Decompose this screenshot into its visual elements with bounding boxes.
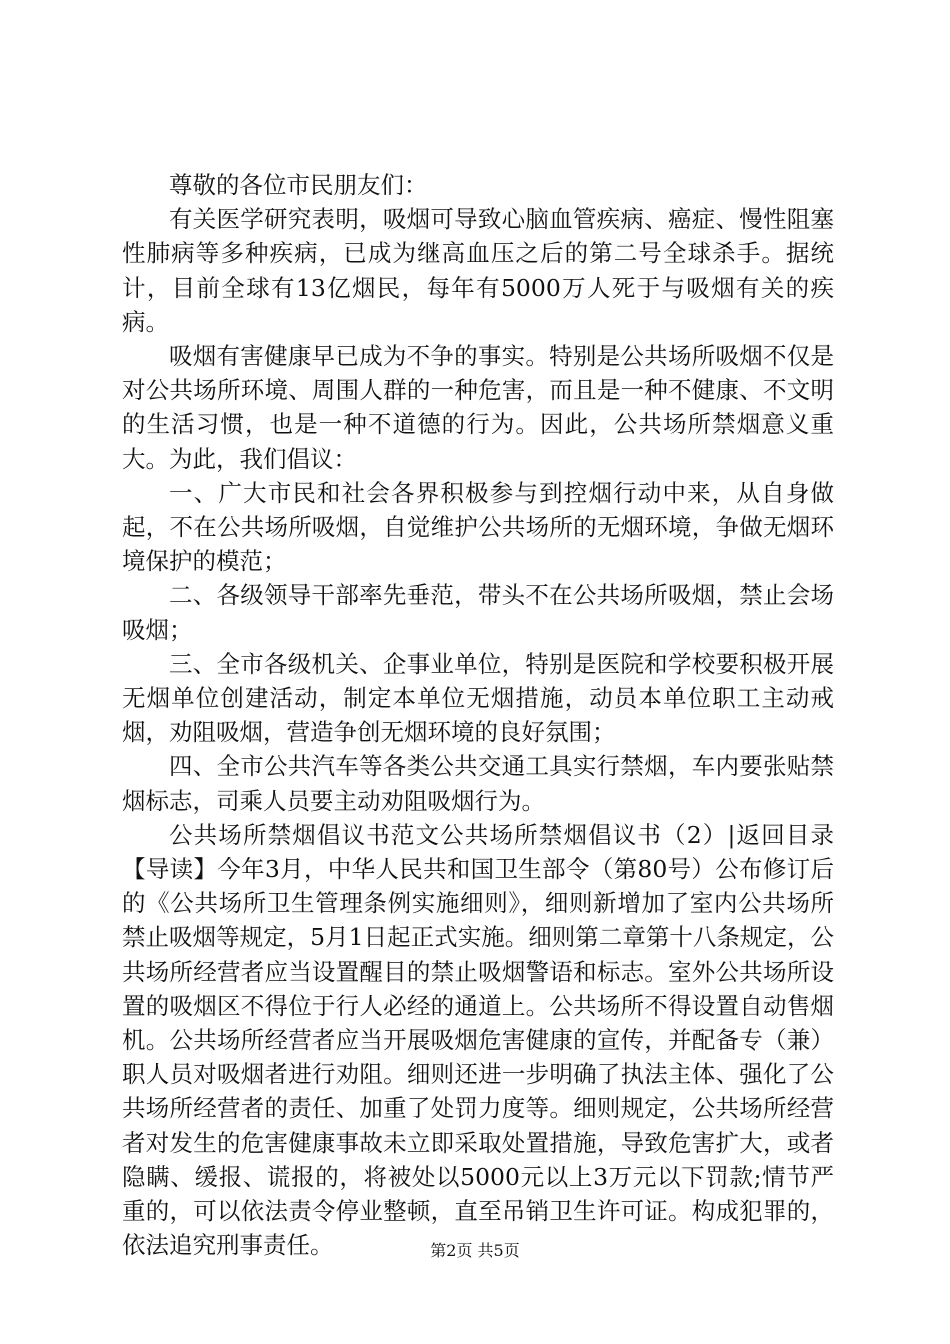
proposal-item-4: 四、全市公共汽车等各类公共交通工具实行禁烟，车内要张贴禁烟标志，司乘人员要主动劝阻吸烟行为。 bbox=[122, 752, 834, 815]
proposal-item-3: 三、全市各级机关、企事业单位，特别是医院和学校要积极开展无烟单位创建活动，制定本单位无烟措施，动员本单位职工主动戒烟，劝阻吸烟，营造争创无烟环境的良好氛围； bbox=[122, 649, 834, 747]
paragraph: 公共场所禁烟倡议书范文公共场所禁烟倡议书（2）|返回目录【导读】今年3月，中华人民共和国卫生部令（第80号）公布修订后的《公共场所卫生管理条例实施细则》，细则新增加了室内公共场所禁止吸烟等规定，5月1日起正式实施。细则第二章第十八条规定，公共场所经营者应当设置醒目的禁止吸烟警语和标志。室外公共场所设置的吸烟区不得位于行人必经的通道上。公共场所不得设置自动售烟机。公共场所经营者应当开展吸烟危害健康的宣传，并配备专（兼）职人员对吸烟者进行劝阻。细则还进一步明确了执法主体、强化了公共场所经营者的责任、加重了处罚力度等。细则规定，公共场所经营者对发生的危害健康事故未立即采取处置措施，导致危害扩大，或者隐瞒、缓报、谎报的，将被处以5000元以上3万元以下罚款;情节严重的，可以依法责令停业整顿，直至吊销卫生许可证。构成犯罪的，依法追究刑事责任。 bbox=[122, 820, 834, 1260]
paragraph: 有关医学研究表明，吸烟可导致心脑血管疾病、癌症、慢性阻塞性肺病等多种疾病，已成为继高血压之后的第二号全球杀手。据统计，目前全球有13亿烟民，每年有5000万人死于与吸烟有关的疾病。 bbox=[122, 205, 834, 336]
proposal-item-2: 二、各级领导干部率先垂范，带头不在公共场所吸烟，禁止会场吸烟； bbox=[122, 581, 834, 644]
salutation: 尊敬的各位市民朋友们： bbox=[169, 171, 428, 199]
paragraph: 吸烟有害健康早已成为不争的事实。特别是公共场所吸烟不仅是对公共场所环境、周围人群的一种危害，而且是一种不健康、不文明的生活习惯，也是一种不道德的行为。因此，公共场所禁烟意义重大。为此，我们倡议： bbox=[122, 342, 834, 473]
page-number: 第2页 共5页 bbox=[430, 1241, 520, 1260]
proposal-item-1: 一、广大市民和社会各界积极参与到控烟行动中来，从自身做起，不在公共场所吸烟，自觉维护公共场所的无烟环境，争做无烟环境保护的模范； bbox=[122, 478, 834, 576]
document-body bbox=[122, 168, 834, 1263]
